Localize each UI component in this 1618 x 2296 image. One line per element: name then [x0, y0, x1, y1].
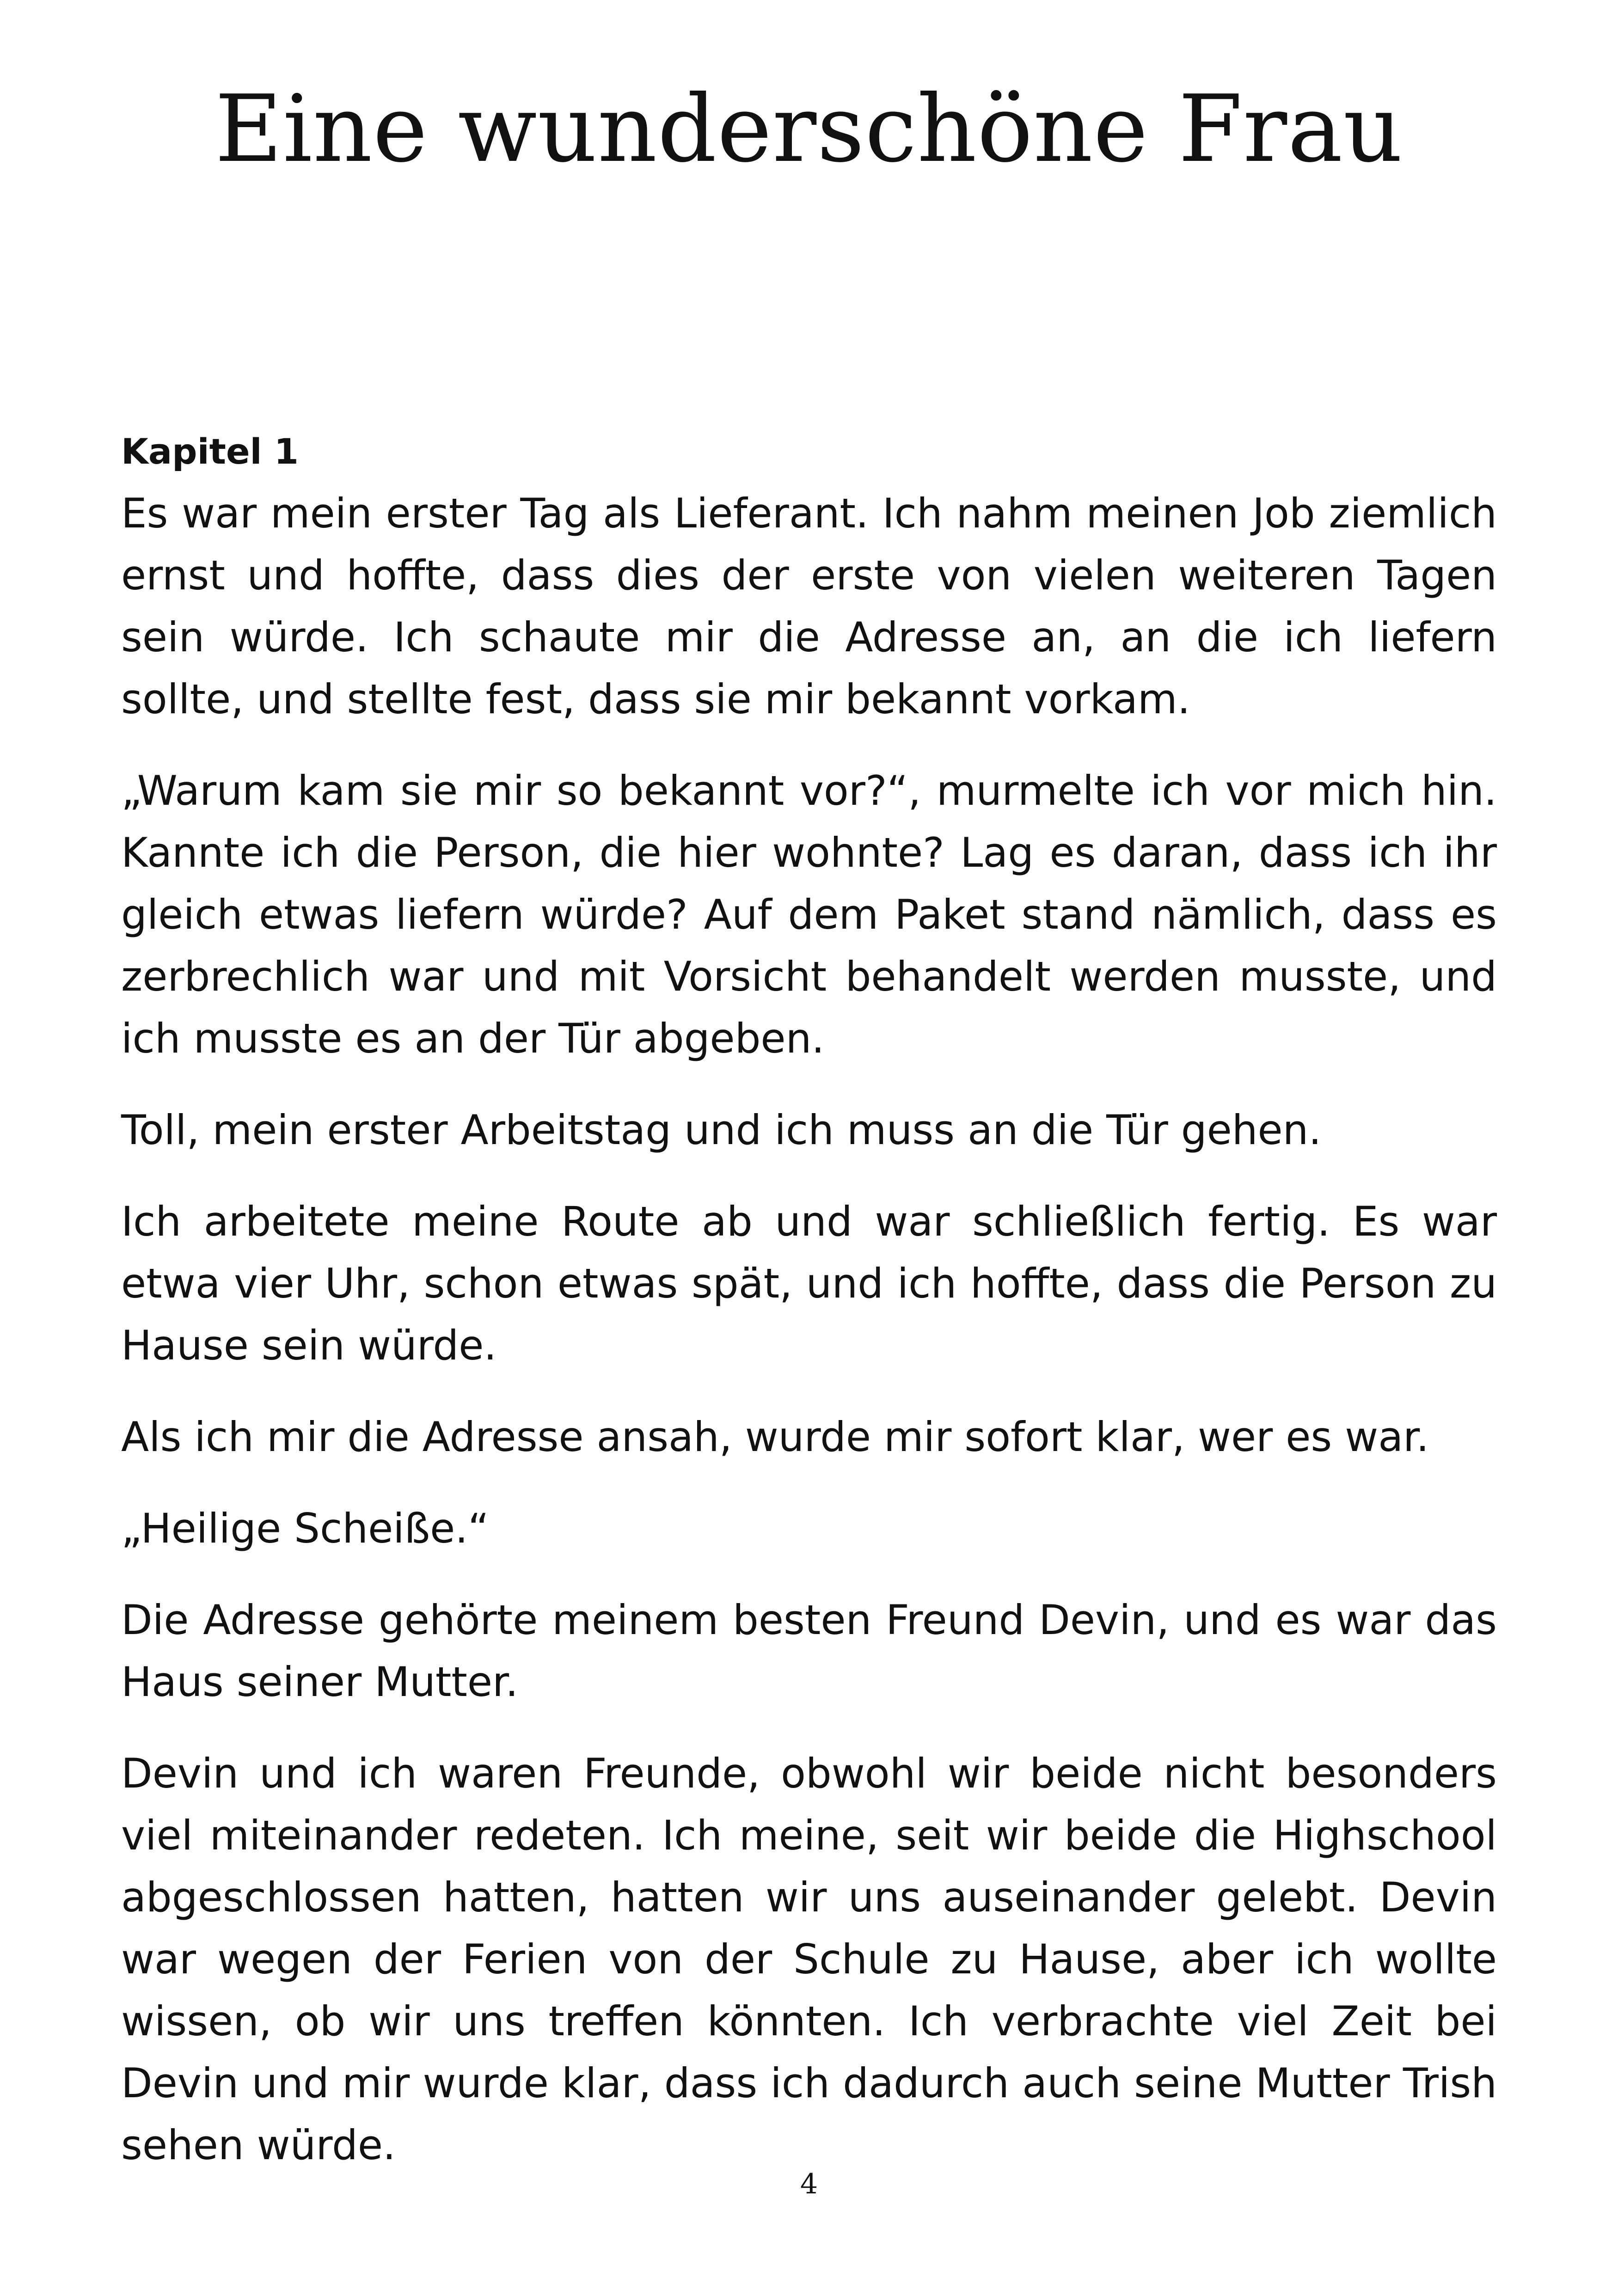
- paragraph: Es war mein erster Tag als Lieferant. Ich nahm meinen Job ziemlich ernst und hoffte, dass dies der erste von vielen weiteren Tagen sein würde. Ich schaute mir die Adresse an, an die ich liefern sollte, und stellte fest, dass sie mir bekannt vorkam.: [121, 490, 1497, 723]
- paragraph: „Heilige Scheiße.“: [121, 1505, 489, 1552]
- paragraph: Die Adresse gehörte meinem besten Freund Devin, und es war das Haus seiner Mutter.: [121, 1596, 1497, 1706]
- chapter-body: [121, 421, 1497, 2206]
- paragraph: Devin und ich waren Freunde, obwohl wir beide nicht besonders viel miteinander redeten. Ich meine, seit wir beide die Highschool abgeschlossen hatten, hatten wir uns auseinander gelebt. Devin war wegen der Ferien von der Schule zu Hause, aber ich wollte wissen, ob wir uns treffen könnten. Ich verbrachte viel Zeit bei Devin und mir wurde klar, dass ich dadurch auch seine Mutter Trish sehen würde.: [121, 1750, 1497, 2169]
- paragraph: Toll, mein erster Arbeitstag und ich muss an die Tür gehen.: [121, 1106, 1322, 1154]
- page-title: Eine wunderschöne Frau: [215, 75, 1403, 183]
- paragraph: Ich arbeitete meine Route ab und war schließlich fertig. Es war etwa vier Uhr, schon etwas spät, und ich hoffte, dass die Person zu Hause sein würde.: [121, 1198, 1497, 1369]
- paragraph: Als ich mir die Adresse ansah, wurde mir sofort klar, wer es war.: [121, 1413, 1429, 1461]
- chapter-heading: Kapitel 1: [121, 431, 299, 472]
- paragraph: „Warum kam sie mir so bekannt vor?“, murmelte ich vor mich hin. Kannte ich die Person, die hier wohnte? Lag es daran, dass ich ihr gleich etwas liefern würde? Auf dem Paket stand nämlich, dass es zerbrechlich war und mit Vorsicht behandelt werden musste, und ich musste es an der Tür abgeben.: [121, 767, 1497, 1062]
- page-number: 4: [800, 2168, 818, 2200]
